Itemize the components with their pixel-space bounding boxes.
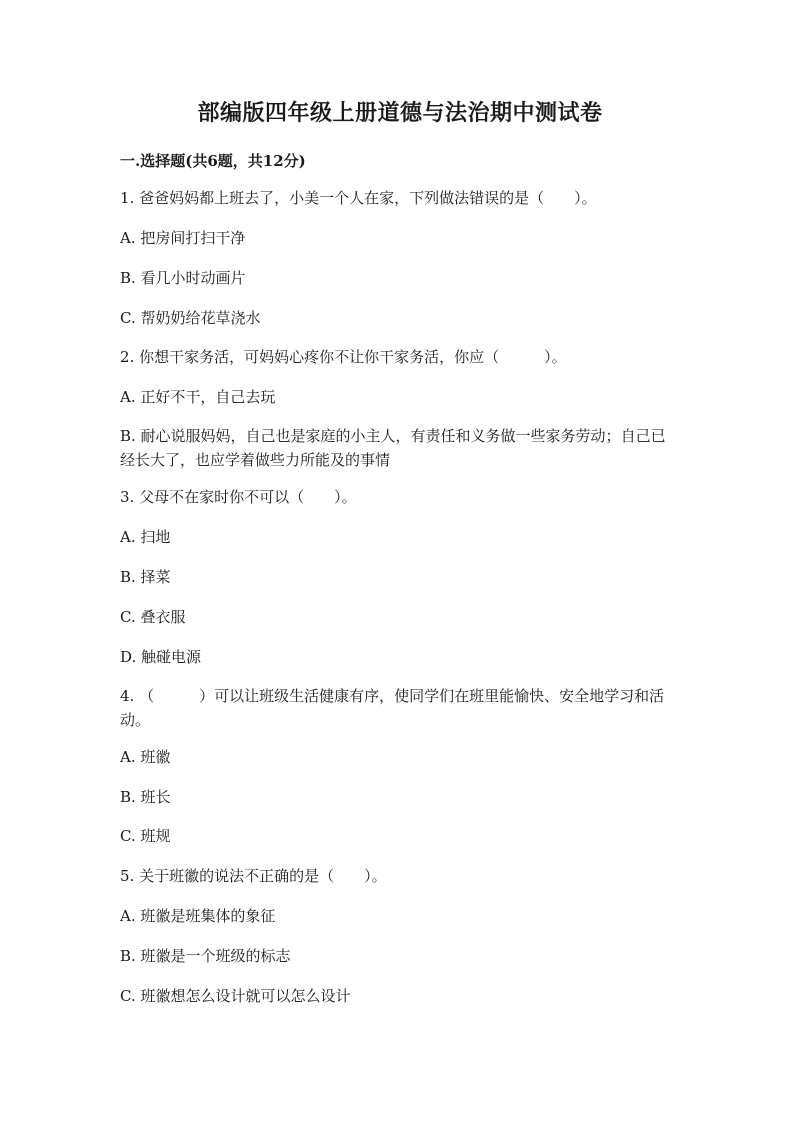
question-3-option-c: C. 叠衣服 (120, 608, 186, 626)
question-1-stem: 1. 爸爸妈妈都上班去了，小美一个人在家，下列做法错误的是（ ）。 (120, 189, 597, 207)
question-5-option-a: A. 班徽是班集体的象征 (120, 907, 276, 925)
question-2-option-a: A. 正好不干，自己去玩 (120, 388, 276, 406)
question-3-option-d: D. 触碰电源 (120, 648, 202, 666)
question-3-option-a: A. 扫地 (120, 528, 171, 546)
exam-title: 部编版四年级上册道德与法治期中测试卷 (197, 100, 603, 126)
question-1-option-a: A. 把房间打扫干净 (120, 229, 246, 247)
question-2-option-b: B. 耐心说服妈妈，自己也是家庭的小主人，有责任和义务做一些家务劳动；自己已经长大了，也应学着做些力所能及的事情 (120, 427, 666, 469)
question-5-option-b: B. 班徽是一个班级的标志 (120, 947, 291, 965)
question-3-stem: 3. 父母不在家时你不可以（ ）。 (120, 488, 357, 506)
question-4-option-c: C. 班规 (120, 827, 171, 845)
question-5-option-c: C. 班徽想怎么设计就可以怎么设计 (120, 987, 351, 1005)
question-1-option-c: C. 帮奶奶给花草浇水 (120, 309, 261, 327)
question-5-stem: 5. 关于班徽的说法不正确的是（ ）。 (120, 867, 387, 885)
question-1-option-b: B. 看几小时动画片 (120, 269, 246, 287)
question-2-stem: 2. 你想干家务活，可妈妈心疼你不让你干家务活，你应（ ）。 (120, 348, 567, 366)
question-4-stem: 4. （ ）可以让班级生活健康有序，使同学们在班里能愉快、安全地学习和活动。 (120, 687, 665, 729)
section-heading: 一.选择题(共6题，共12分) (120, 152, 306, 170)
question-4-option-a: A. 班徽 (120, 748, 171, 766)
question-4-option-b: B. 班长 (120, 788, 171, 806)
question-3-option-b: B. 择菜 (120, 568, 171, 586)
